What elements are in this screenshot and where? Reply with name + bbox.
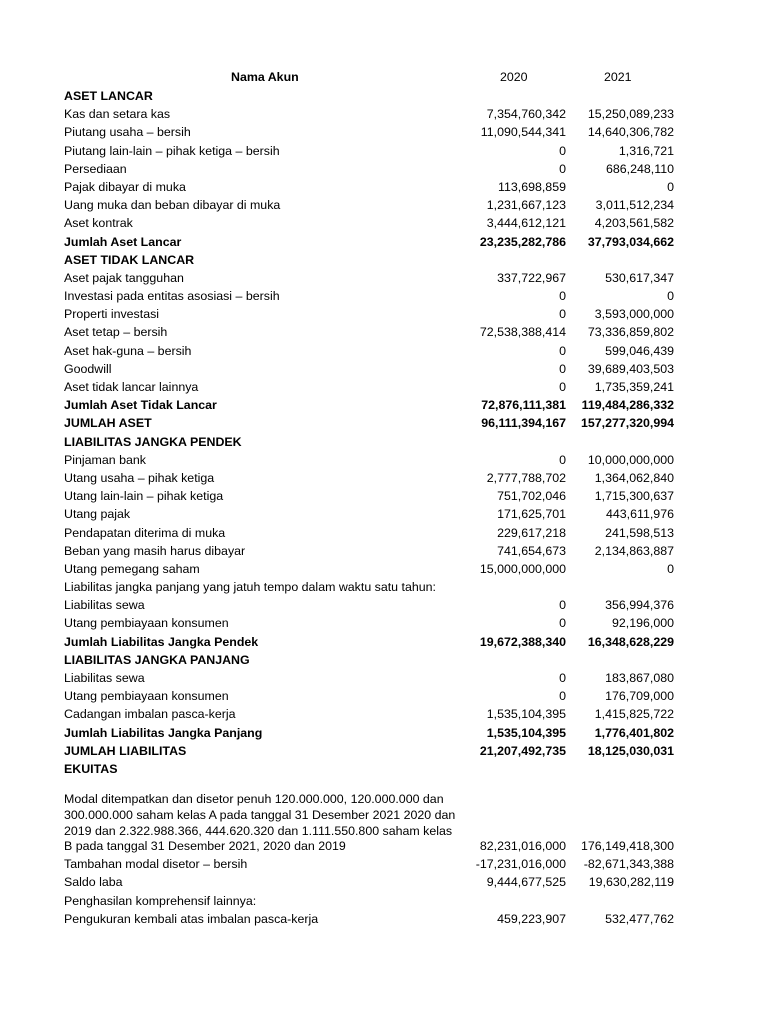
value-2021: 3,593,000,000 [594,307,674,322]
account-name: Pinjaman bank [64,452,146,467]
balance-sheet-table [64,87,674,928]
value-2021: 1,715,300,637 [594,489,674,504]
table-row [64,614,674,632]
table-row [64,87,674,105]
account-name: Cadangan imbalan pasca-kerja [64,707,236,722]
table-row [64,287,674,305]
value-2021: 183,867,080 [605,671,674,685]
value-2021: 0 [667,289,674,304]
account-name: EKUITAS [64,761,118,776]
value-2020: 9,444,677,525 [486,875,566,890]
table-row [64,705,674,723]
value-2020: 7,354,760,342 [486,107,566,122]
value-2021: 443,611,976 [606,507,674,522]
account-name: Utang pembiayaan konsumen [64,689,229,704]
value-2020: 0 [559,616,566,631]
column-header-account-name: Nama Akun [231,70,299,84]
account-name: Aset hak-guna – bersih [64,343,192,358]
description-line: 2019 dan 2.322.988.366, 444.620.320 dan 1.111.550.800 saham kelas [64,823,453,838]
table-row [64,214,674,232]
table-row [64,578,674,596]
account-name: JUMLAH LIABILITAS [64,743,187,758]
table-row [64,323,674,341]
value-2020: 72,876,111,381 [481,398,566,413]
table-row [64,596,674,614]
table-row [64,724,674,742]
value-2020: 751,702,046 [497,489,566,504]
table-row [64,633,674,651]
value-2020: -17,231,016,000 [475,857,566,872]
value-2020: 23,235,282,786 [479,234,566,249]
value-2021: 19,630,282,119 [588,875,674,890]
table-row [64,123,674,141]
table-row [64,414,674,432]
value-2020: 171,625,701 [497,507,566,522]
table-row [64,378,674,396]
table-row [64,669,674,687]
table-row [64,910,674,928]
account-name: Investasi pada entitas asosiasi – bersih [64,289,280,304]
value-2021: 1,415,825,722 [594,707,674,722]
value-2021: 530,617,347 [605,270,674,285]
table-row [64,142,674,160]
account-name: Goodwill [64,361,112,376]
value-2021: 14,640,306,782 [587,125,674,140]
table-row [64,269,674,287]
account-name: Jumlah Liabilitas Jangka Pendek [64,634,259,649]
column-header-2021: 2021 [604,70,632,84]
table-row [64,342,674,360]
value-2020: 0 [559,343,566,358]
table-row [64,305,674,323]
table-row [64,233,674,251]
account-name: Liabilitas sewa [64,598,145,613]
value-2021: 37,793,034,662 [587,234,674,249]
value-2021: 241,598,513 [605,525,674,540]
account-name: Liabilitas jangka panjang yang jatuh tempo dalam waktu satu tahun: [64,580,436,595]
value-2021: 73,336,859,802 [587,325,674,340]
account-name: Uang muka dan beban dibayar di muka [64,198,281,213]
value-2020: 1,231,667,123 [486,198,566,213]
value-2021: 3,011,512,234 [595,198,674,213]
table-row [64,105,674,123]
value-2021: 1,364,062,840 [594,470,674,485]
value-2020: 11,090,544,341 [480,125,566,140]
account-name: Aset tidak lancar lainnya [64,380,199,394]
table-row [64,560,674,578]
value-2021: 176,149,418,300 [580,839,674,854]
value-2020: 0 [559,307,566,322]
account-name: ASET TIDAK LANCAR [64,252,195,267]
table-row [64,433,674,451]
table-row [64,396,674,414]
table-row [64,687,674,705]
value-2020: 72,538,388,414 [479,325,566,340]
value-2021: 15,250,089,233 [587,107,674,122]
value-2021: 4,203,561,582 [594,216,674,231]
table-row [64,487,674,505]
table-row [64,542,674,560]
value-2020: 15,000,000,000 [479,561,566,576]
value-2021: 2,134,863,887 [594,543,674,558]
table-row [64,855,674,873]
spacer [64,778,674,792]
account-name: Kas dan setara kas [64,107,171,122]
value-2021: 176,709,000 [605,689,674,704]
account-name: Beban yang masih harus dibayar [64,543,246,558]
account-name: Piutang lain-lain – pihak ketiga – bersih [64,143,280,158]
description-line: Modal ditempatkan dan disetor penuh 120.000.000, 120.000.000 dan [64,792,444,807]
table-row [64,160,674,178]
account-name: Jumlah Aset Lancar [64,234,182,249]
value-2020: 0 [559,289,566,304]
table-row [64,451,674,469]
account-name: Utang pajak [64,507,131,522]
value-2021: 1,776,401,802 [594,725,674,740]
value-2020: 0 [559,689,566,704]
table-row [64,651,674,669]
value-2020: 337,722,967 [497,270,566,285]
table-row [64,742,674,760]
value-2020: 741,654,673 [497,543,566,558]
value-2021: 16,348,628,229 [587,634,674,649]
description-line: 300.000.000 saham kelas A pada tanggal 31 Desember 2021 2020 dan [64,807,456,822]
account-name: Utang pembiayaan konsumen [64,616,229,631]
account-name: LIABILITAS JANGKA PENDEK [64,434,242,449]
value-2021: 1,316,721 [618,143,674,158]
table-row [64,760,674,778]
value-2021: -82,671,343,388 [583,857,674,872]
account-name: Tambahan modal disetor – bersih [64,857,248,872]
value-2021: 686,248,110 [606,161,674,176]
account-name: Jumlah Aset Tidak Lancar [64,398,217,413]
value-2020: 19,672,388,340 [479,634,566,649]
table-row [64,469,674,487]
table-row [64,196,674,214]
account-name: Persediaan [64,161,127,176]
value-2021: 92,196,000 [611,616,674,631]
account-name: Utang lain-lain – pihak ketiga [64,489,224,504]
value-2021: 532,477,762 [605,911,674,926]
value-2021: 10,000,000,000 [587,452,674,467]
value-2021: 599,046,439 [605,343,674,358]
account-name: LIABILITAS JANGKA PANJANG [64,652,250,667]
account-name: Jumlah Liabilitas Jangka Panjang [64,725,263,740]
account-name: Saldo laba [64,875,123,890]
value-2020: 1,535,104,395 [486,725,566,740]
account-name: Liabilitas sewa [64,671,145,685]
value-2020: 21,207,492,735 [479,743,566,758]
value-2020: 229,617,218 [497,525,566,540]
value-2021: 1,735,359,241 [594,380,674,394]
value-2021: 356,994,376 [605,598,674,613]
column-header-2020: 2020 [500,70,528,84]
account-name: ASET LANCAR [64,89,153,103]
value-2020: 3,444,612,121 [486,216,566,231]
account-name: Aset pajak tangguhan [64,270,184,285]
account-name: Pendapatan diterima di muka [64,525,226,540]
account-name: Aset tetap – bersih [64,325,168,340]
value-2020: 0 [559,380,566,394]
value-2021: 18,125,030,031 [587,743,674,758]
account-name: Utang usaha – pihak ketiga [64,470,215,485]
value-2020: 0 [559,143,566,158]
table-row [64,524,674,542]
value-2020: 2,777,788,702 [486,470,566,485]
value-2020: 0 [559,361,566,376]
value-2020: 96,111,394,167 [481,416,566,431]
value-2021: 39,689,403,503 [587,361,674,376]
value-2020: 1,535,104,395 [486,707,566,722]
table-row-share-capital [64,792,674,855]
value-2021: 0 [667,179,674,194]
account-name: Penghasilan komprehensif lainnya: [64,893,257,908]
value-2020: 0 [559,161,566,176]
value-2020: 82,231,016,000 [479,839,566,854]
table-row [64,873,674,891]
table-row [64,505,674,523]
value-2021: 157,277,320,994 [580,416,674,431]
account-name: Utang pemegang saham [64,561,200,576]
share-capital-description [64,792,464,855]
account-name: Piutang usaha – bersih [64,125,191,140]
table-row [64,892,674,910]
value-2020: 113,698,859 [498,179,566,194]
account-name: Aset kontrak [64,216,133,231]
value-2020: 0 [559,671,566,685]
value-2020: 459,223,907 [497,911,566,926]
account-name: JUMLAH ASET [64,416,152,431]
value-2020: 0 [559,452,566,467]
value-2021: 119,484,286,332 [581,398,674,413]
account-name: Pengukuran kembali atas imbalan pasca-kerja [64,911,319,926]
description-line: B pada tanggal 31 Desember 2021, 2020 dan 2019 [64,839,346,854]
table-row [64,178,674,196]
value-2021: 0 [667,561,674,576]
table-row [64,251,674,269]
value-2020: 0 [559,598,566,613]
table-row [64,360,674,378]
account-name: Pajak dibayar di muka [64,179,186,194]
account-name: Properti investasi [64,307,160,322]
